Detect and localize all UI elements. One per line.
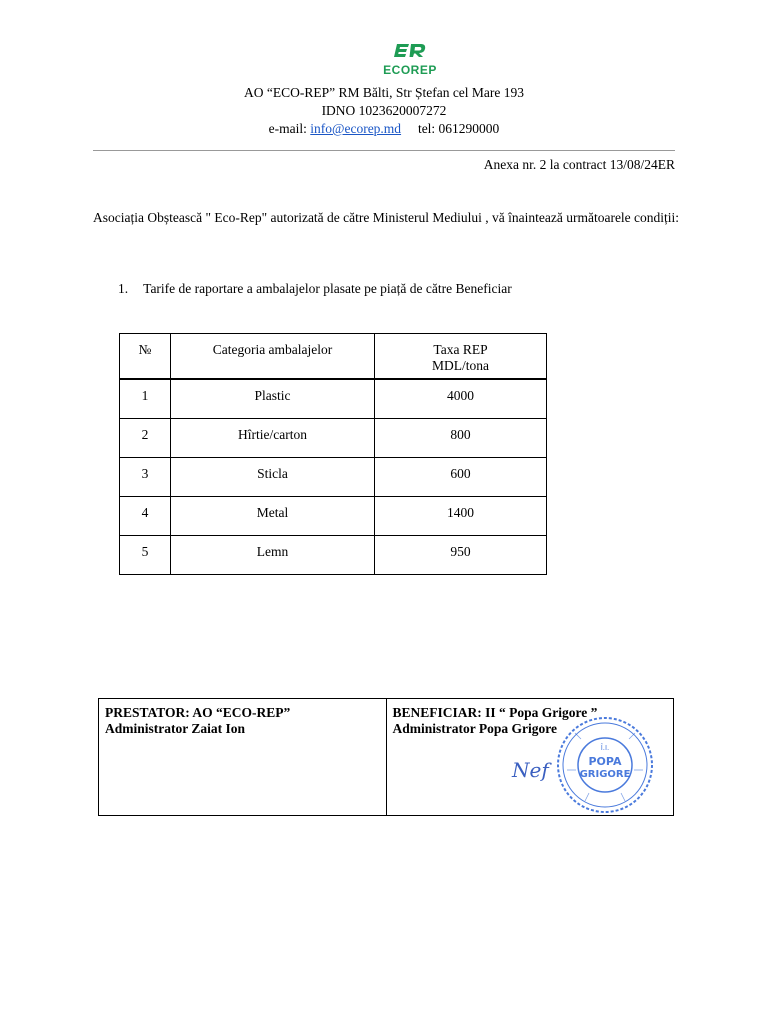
email-label: e-mail:: [268, 121, 307, 136]
handwritten-signature: Nef: [512, 758, 549, 782]
header-fee-line2: MDL/tona: [432, 358, 489, 373]
header-number: №: [120, 334, 171, 380]
logo-text: ECOREP: [383, 63, 437, 77]
beneficiary-title: BENEFICIAR: II “ Popa Grigore ”: [392, 705, 598, 720]
table-row: [120, 536, 547, 575]
table-row: [120, 419, 547, 458]
cell-number: 4: [120, 497, 171, 536]
list-item-text: Tarife de raportare a ambalajelor plasate pe piață de către Beneficiar: [143, 281, 512, 296]
cell-category: Plastic: [171, 379, 375, 419]
table-row: [120, 458, 547, 497]
intro-paragraph: Asociația Obștească " Eco-Rep" autorizată de către Ministerul Mediului , vă înaintează următoarele condiții:: [93, 210, 680, 225]
header-fee: [375, 334, 547, 380]
official-seal: [555, 715, 655, 819]
ecorep-logo: [370, 42, 450, 82]
table-header-row: [120, 334, 547, 380]
phone: tel: 061290000: [417, 121, 500, 136]
header-fee-line1: Taxa REP: [433, 342, 488, 357]
cell-number: 1: [120, 379, 171, 419]
cell-category: Sticla: [171, 458, 375, 497]
header-divider: [93, 150, 675, 151]
provider-cell: [99, 699, 387, 816]
cell-category: Hîrtie/carton: [171, 419, 375, 458]
provider-title: PRESTATOR: AO “ECO-REP”: [105, 705, 291, 720]
cell-fee: 800: [375, 419, 547, 458]
header-idno: IDNO 1023620007272: [321, 103, 447, 118]
seal-name1: POPA: [588, 755, 622, 768]
rates-table: [119, 333, 547, 575]
table-row: [120, 497, 547, 536]
cell-number: 5: [120, 536, 171, 575]
seal-name2: GRIGORE: [579, 769, 631, 780]
annex-reference: Anexa nr. 2 la contract 13/08/24ER: [483, 157, 675, 172]
cell-fee: 4000: [375, 379, 547, 419]
seal-small-text: Î.I.: [600, 744, 610, 752]
header-category: Categoria ambalajelor: [171, 334, 375, 380]
cell-number: 3: [120, 458, 171, 497]
email-link[interactable]: info@ecorep.md: [310, 121, 402, 136]
ecorep-logo-icon: [393, 42, 427, 64]
cell-fee: 600: [375, 458, 547, 497]
beneficiary-admin: Administrator Popa Grigore: [392, 721, 557, 736]
cell-fee: 950: [375, 536, 547, 575]
cell-category: Lemn: [171, 536, 375, 575]
cell-number: 2: [120, 419, 171, 458]
list-item-number: 1.: [118, 281, 129, 296]
header-contact: [0, 120, 768, 138]
seal-stamp-icon: [555, 715, 655, 815]
provider-admin: Administrator Zaiat Ion: [105, 721, 246, 736]
table-row: [120, 379, 547, 419]
cell-category: Metal: [171, 497, 375, 536]
cell-fee: 1400: [375, 497, 547, 536]
list-item: [118, 280, 512, 298]
header-address: AO “ECO-REP” RM Bălti, Str Ștefan cel Mare 193: [243, 85, 525, 100]
